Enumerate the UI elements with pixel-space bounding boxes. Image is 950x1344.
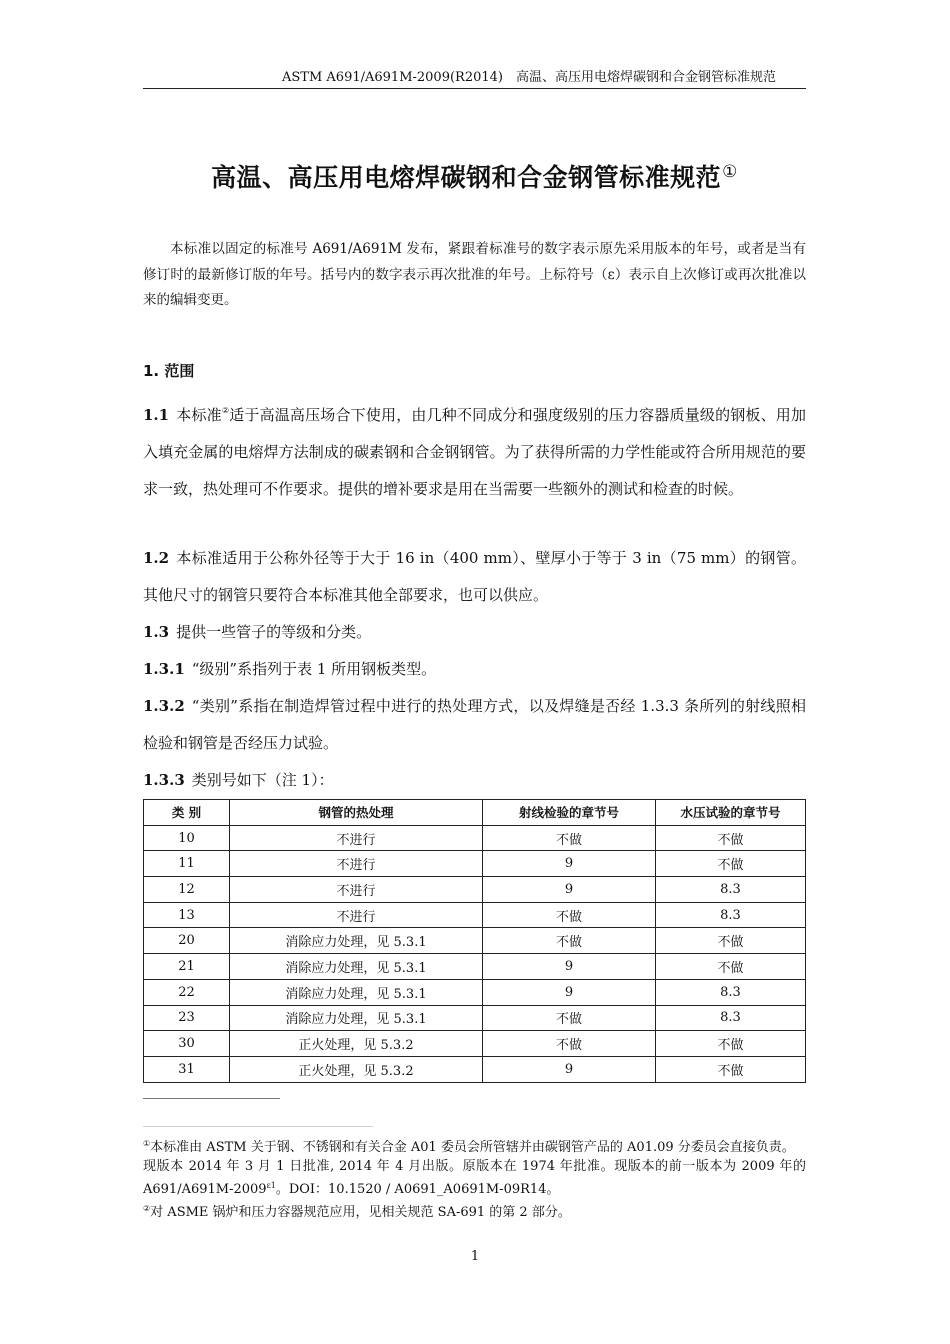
- cell-radiography: 9: [483, 954, 656, 980]
- running-header: ASTM A691/A691M-2009(R2014) 高温、高压用电熔焊碳钢和合金钢管标准规范: [282, 70, 776, 85]
- footnote-1-publication: [143, 1157, 806, 1199]
- clause-1-3-2: [143, 688, 806, 762]
- footnote-mark: ①: [143, 1139, 151, 1148]
- cell-class: 11: [144, 851, 230, 877]
- table-row: [144, 902, 806, 928]
- cell-hydrotest: 不做: [656, 954, 806, 980]
- clause-text: “级别”系指列于表 1 所用钢板类型。: [191, 660, 437, 678]
- document-title: [143, 158, 806, 194]
- cell-class: 30: [144, 1031, 230, 1057]
- header-radiography: 射线检验的章节号: [483, 800, 656, 826]
- clause-text: “类别”系指在制造焊管过程中进行的热处理方式，以及焊缝是否经 1.3.3 条所列的射线照相检验和钢管是否经压力试验。: [143, 697, 806, 752]
- cell-heat-treatment: 不进行: [230, 851, 483, 877]
- footnote-text: 。DOI：10.1520 / A0691_A0691M-09R14。: [275, 1182, 560, 1197]
- table-row: [144, 1056, 806, 1082]
- title-text: 高温、高压用电熔焊碳钢和合金钢管标准规范: [211, 163, 722, 192]
- cell-hydrotest: 不做: [656, 1031, 806, 1057]
- section-heading-scope: 1. 范围: [143, 362, 195, 380]
- footnotes: [143, 1134, 806, 1222]
- footnote-separator: [143, 1098, 280, 1099]
- clause-text: 提供一些管子的等级和分类。: [176, 623, 372, 641]
- cell-class: 12: [144, 877, 230, 903]
- cell-heat-treatment: 消除应力处理，见 5.3.1: [230, 1005, 483, 1031]
- cell-heat-treatment: 不进行: [230, 877, 483, 903]
- table-row: [144, 877, 806, 903]
- clause-1-3: [143, 614, 806, 651]
- cell-heat-treatment: 不进行: [230, 825, 483, 851]
- table-row: [144, 1005, 806, 1031]
- cell-radiography: 9: [483, 877, 656, 903]
- clause-number: 1.3: [143, 623, 170, 641]
- table-row: [144, 825, 806, 851]
- clause-1-2: [143, 540, 806, 614]
- clause-number: 1.1: [143, 406, 170, 424]
- table-row: [144, 851, 806, 877]
- clause-number: 1.3.2: [143, 697, 185, 715]
- table-header-row: [144, 800, 806, 826]
- cell-heat-treatment: 消除应力处理，见 5.3.1: [230, 954, 483, 980]
- cell-hydrotest: 不做: [656, 928, 806, 954]
- header-heat-treatment: 钢管的热处理: [230, 800, 483, 826]
- page-number: 1: [470, 1249, 480, 1264]
- footnote-superscript: ε1: [266, 1181, 276, 1190]
- cell-radiography: 不做: [483, 825, 656, 851]
- footnote-ref: ②: [221, 406, 230, 415]
- footnote-text: 现版本 2014 年 3 月 1 日批准, 2014 年 4 月出版。原版本在 1974 年批准。现版本的前一版本为 2009 年的 A691/A691M-2009: [143, 1159, 806, 1197]
- cell-radiography: 不做: [483, 902, 656, 928]
- cell-hydrotest: 不做: [656, 851, 806, 877]
- cell-radiography: 9: [483, 1056, 656, 1082]
- clause-text: 类别号如下（注 1）：: [191, 771, 334, 789]
- cell-hydrotest: 8.3: [656, 979, 806, 1005]
- clause-1-3-3: [143, 762, 806, 799]
- footnote-1: [143, 1134, 806, 1157]
- cell-hydrotest: 8.3: [656, 1005, 806, 1031]
- clause-text: 适于高温高压场合下使用，由几种不同成分和强度级别的压力容器质量级的钢板、用加入填充金属的电熔焊方法制成的碳素钢和合金钢钢管。为了获得所需的力学性能或符合所用规范的要求一致，热处理可不作要求。提供的增补要求是用在当需要一些额外的测试和检查的时候。: [143, 406, 806, 498]
- table-row: [144, 979, 806, 1005]
- clause-number: 1.2: [143, 549, 170, 567]
- cell-hydrotest: 不做: [656, 1056, 806, 1082]
- table-row: [144, 954, 806, 980]
- class-table: [143, 799, 806, 1083]
- header-class: 类 别: [144, 800, 230, 826]
- cell-class: 10: [144, 825, 230, 851]
- footnote-text: 本标准由 ASTM 关于钢、不锈钢和有关合金 A01 委员会所管辖并由碳钢管产品的 A01.09 分委员会直接负责。: [150, 1140, 795, 1155]
- cell-radiography: 不做: [483, 1031, 656, 1057]
- cell-radiography: 9: [483, 851, 656, 877]
- title-note-mark: ①: [722, 162, 738, 182]
- clause-text: 本标准适用于公称外径等于大于 16 in（400 mm）、壁厚小于等于 3 in（75 mm）的钢管。其他尺寸的钢管只要符合本标准其他全部要求，也可以供应。: [143, 549, 806, 604]
- footnote-mark: ②: [143, 1204, 151, 1213]
- cell-hydrotest: 不做: [656, 825, 806, 851]
- cell-heat-treatment: 消除应力处理，见 5.3.1: [230, 928, 483, 954]
- cell-heat-treatment: 不进行: [230, 902, 483, 928]
- header-rule: [143, 88, 806, 89]
- cell-class: 21: [144, 954, 230, 980]
- clause-number: 1.3.1: [143, 660, 185, 678]
- cell-heat-treatment: 消除应力处理，见 5.3.1: [230, 979, 483, 1005]
- cell-hydrotest: 8.3: [656, 877, 806, 903]
- cell-hydrotest: 8.3: [656, 902, 806, 928]
- clause-number: 1.3.3: [143, 771, 185, 789]
- table-body: [144, 825, 806, 1082]
- cell-class: 13: [144, 902, 230, 928]
- footnote-text: 对 ASME 锅炉和压力容器规范应用，见相关规范 SA-691 的第 2 部分。: [150, 1205, 571, 1220]
- cell-class: 22: [144, 979, 230, 1005]
- cell-radiography: 不做: [483, 1005, 656, 1031]
- table-row: [144, 1031, 806, 1057]
- cell-heat-treatment: 正火处理，见 5.3.2: [230, 1031, 483, 1057]
- cell-class: 20: [144, 928, 230, 954]
- footnote-separator-light: [143, 1126, 373, 1127]
- clause-text: 本标准: [176, 406, 222, 424]
- header-hydrotest: 水压试验的章节号: [656, 800, 806, 826]
- cell-class: 23: [144, 1005, 230, 1031]
- cell-radiography: 不做: [483, 928, 656, 954]
- cell-radiography: 9: [483, 979, 656, 1005]
- intro-paragraph: 本标准以固定的标准号 A691/A691M 发布，紧跟着标准号的数字表示原先采用版本的年号，或者是当有修订时的最新修订版的年号。括号内的数字表示再次批准的年号。上标符号（ε）表示自上次修订或再次批准以来的编辑变更。: [143, 241, 806, 308]
- table-row: [144, 928, 806, 954]
- clause-1-3-1: [143, 651, 806, 688]
- clause-1-1: [143, 392, 806, 508]
- footnote-2: [143, 1199, 806, 1222]
- cell-class: 31: [144, 1056, 230, 1082]
- cell-heat-treatment: 正火处理，见 5.3.2: [230, 1056, 483, 1082]
